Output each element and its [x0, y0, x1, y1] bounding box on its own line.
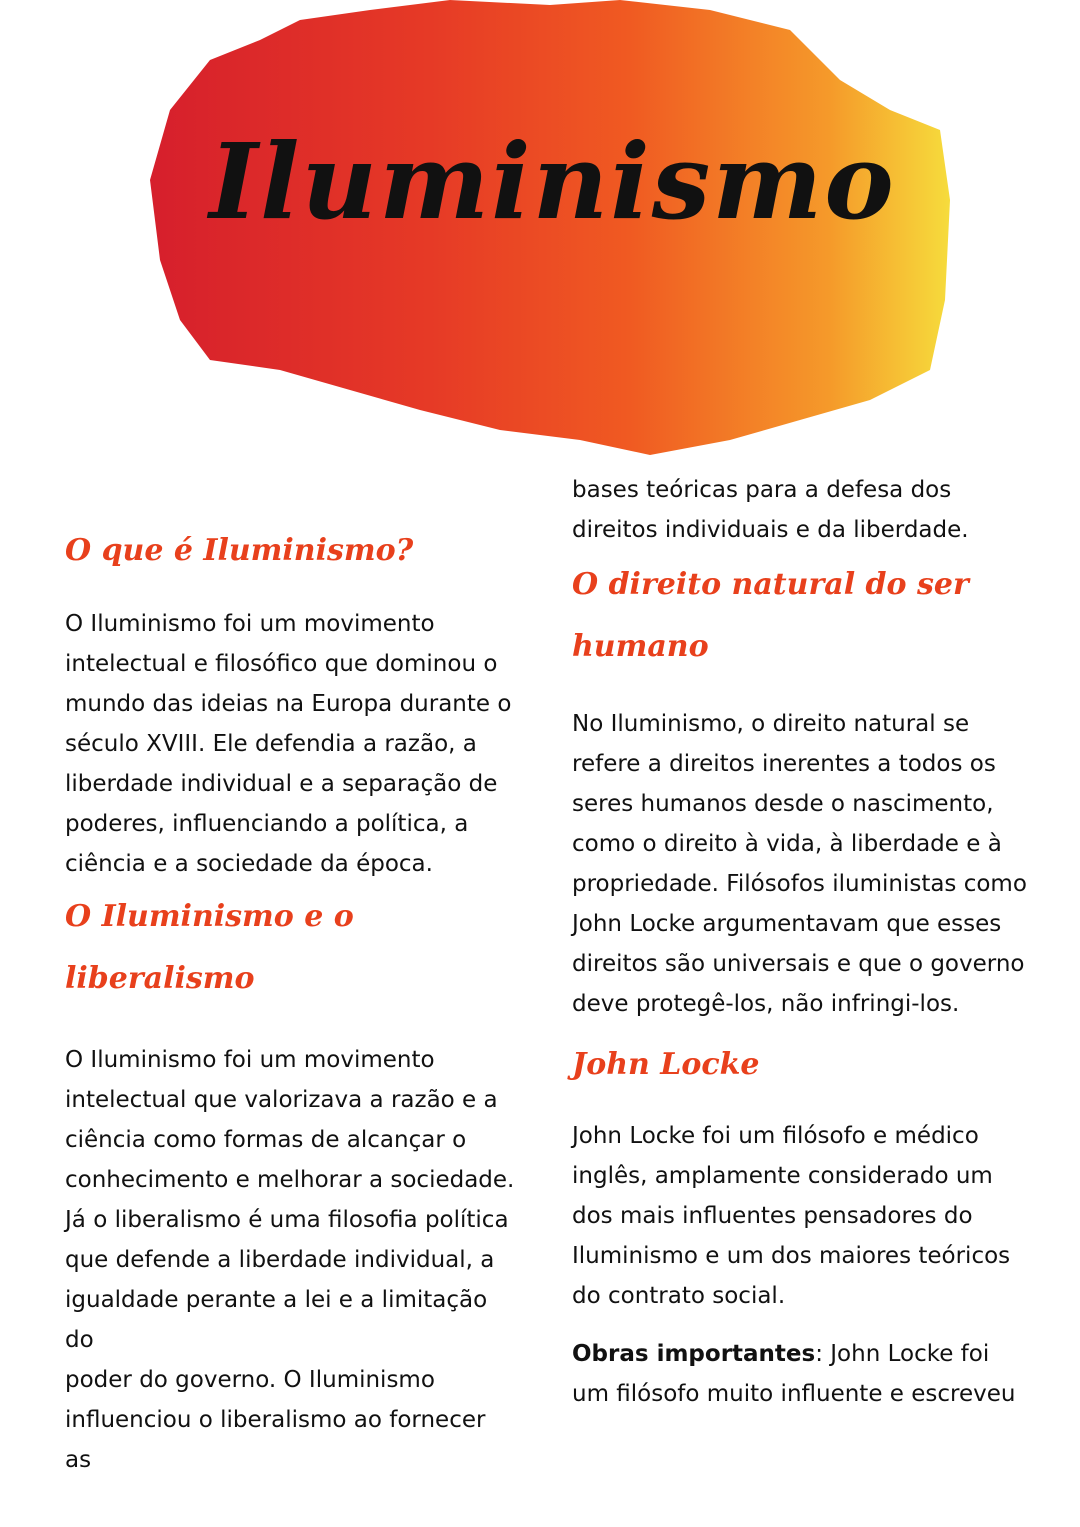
- paragraph-liberalism: O Iluminismo foi um movimento intelectual que valorizava a razão e a ciência como formas de alcançar o conhecimento e melhorar a sociedade. Já o liberalismo é uma filosofia política que defende a liberdade individual, a igualdade perante a lei e a limitação do poder do governo. O Iluminismo influenciou o liberalismo ao fornecer as: [65, 1047, 515, 1473]
- page-title: Iluminismo: [209, 120, 896, 243]
- paragraph-what-is: O Iluminismo foi um movimento intelectual e filosófico que dominou o mundo das ideias na Europa durante o século XVIII. Ele defendia a razão, a liberdade individual e a separação de poderes, influenciando a política, a ciência e a sociedade da época.: [65, 611, 512, 877]
- paragraph-works: [572, 1334, 1032, 1414]
- heading-liberalism: O Iluminismo e o liberalismo: [65, 899, 354, 996]
- left-column: [65, 520, 515, 1480]
- paragraph-john-locke: John Locke foi um filósofo e médico inglês, amplamente considerado um dos mais influentes pensadores do Iluminismo e um dos maiores teóricos do contrato social.: [572, 1123, 1011, 1309]
- paragraph-natural-right: No Iluminismo, o direito natural se refere a direitos inerentes a todos os seres humanos desde o nascimento, como o direito à vida, à liberdade e à propriedade. Filósofos iluministas como John Locke argumentavam que esses direitos são universais e que o governo deve protegê-los, não infringi-los.: [572, 711, 1027, 1017]
- works-label: Obras importantes: [572, 1341, 816, 1367]
- heading-john-locke: John Locke: [572, 1047, 760, 1082]
- heading-natural-right: O direito natural do ser humano: [572, 567, 969, 664]
- works-text: : John Locke foi um filósofo muito influente e escreveu: [572, 1341, 1016, 1407]
- heading-what-is: O que é Iluminismo?: [65, 533, 414, 568]
- paragraph-continued: bases teóricas para a defesa dos direitos individuais e da liberdade.: [572, 477, 969, 543]
- right-column: [572, 470, 1032, 1414]
